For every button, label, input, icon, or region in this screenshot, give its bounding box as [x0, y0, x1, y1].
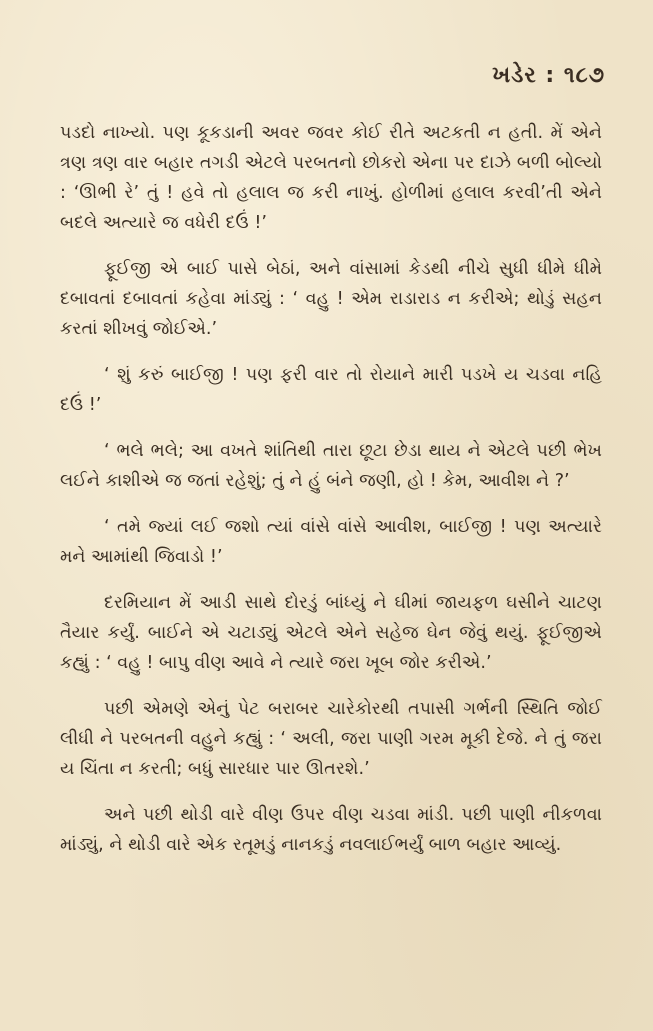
paragraph-1: પડદો નાખ્યો. પણ કૂકડાની અવર જવર કોઈ રીતે અટકતી ન હતી. મેં એને ત્રણ ત્રણ વાર બહાર તગડી એટલે પરબતનો છોકરો એના પર દાઝે બળી બોલ્યો : ‘ઊભી રે’ તું ! હવે તો હલાલ જ કરી નાખું. હોળીમાં હલાલ કરવી’તી એને બદલે અત્યારે જ વધેરી દઉં !’ — [60, 123, 602, 233]
paragraph-3: ‘ શું કરું બાઈજી ! પણ ફરી વાર તો રોયાને મારી પડખે ય ચડવા નહિ દઉં !’ — [60, 365, 602, 415]
paragraph-8: અને પછી થોડી વારે વીણ ઉપર વીણ ચડવા માંડી. પછી પાણી નીકળવા માંડ્યું, ને થોડી વારે એક રતૂમડું નાનકડું નવલાઈભર્યું બાળ બહાર આવ્યું. — [60, 805, 602, 855]
paragraph-5: ‘ તમે જ્યાં લઈ જશો ત્યાં વાંસે વાંસે આવીશ, બાઈજી ! પણ અત્યારે મને આમાંથી જિવાડો !’ — [60, 517, 602, 567]
running-header: ખડેર : ૧૮૭ — [492, 63, 605, 88]
paragraph-2: ફૂઈજી એ બાઈ પાસે બેઠાં, અને વાંસામાં કેડથી નીચે સુધી ધીમે ધીમે દબાવતાં દબાવતાં કહેવા માંડ્યું : ‘ વહુ ! એમ રાડારાડ ન કરીએ; થોડું સહન કરતાં શીખવું જોઈએ.’ — [60, 259, 602, 339]
paragraph-7: પછી એમણે એનું પેટ બરાબર ચારેકોરથી તપાસી ગર્ભની સ્થિતિ જોઈ લીધી ને પરબતની વહુને કહ્યું : ‘ અલી, જરા પાણી ગરમ મૂકી દેજે. ને તું જરા ય ચિંતા ન કરતી; બધું સારધાર પાર ઊતરશે.’ — [60, 699, 602, 779]
page-body — [60, 118, 602, 876]
paragraph-6: દરમિયાન મેં આડી સાથે દોરડું બાંધ્યું ને ઘીમાં જાયફળ ઘસીને ચાટણ તૈયાર કર્યું. બાઈને એ ચટાડ્યું એટલે એને સહેજ ઘેન જેવું થયું. ફૂઈજીએ કહ્યું : ‘ વહુ ! બાપુ વીણ આવે ને ત્યારે જરા ખૂબ જોર કરીએ.’ — [60, 593, 602, 673]
paragraph-4: ‘ ભલે ભલે; આ વખતે શાંતિથી તારા છૂટા છેડા થાય ને એટલે પછી ભેખ લઈને કાશીએ જ જતાં રહેશું; તું ને હું બંને જણી, હો ! કેમ, આવીશ ને ?’ — [60, 441, 602, 491]
